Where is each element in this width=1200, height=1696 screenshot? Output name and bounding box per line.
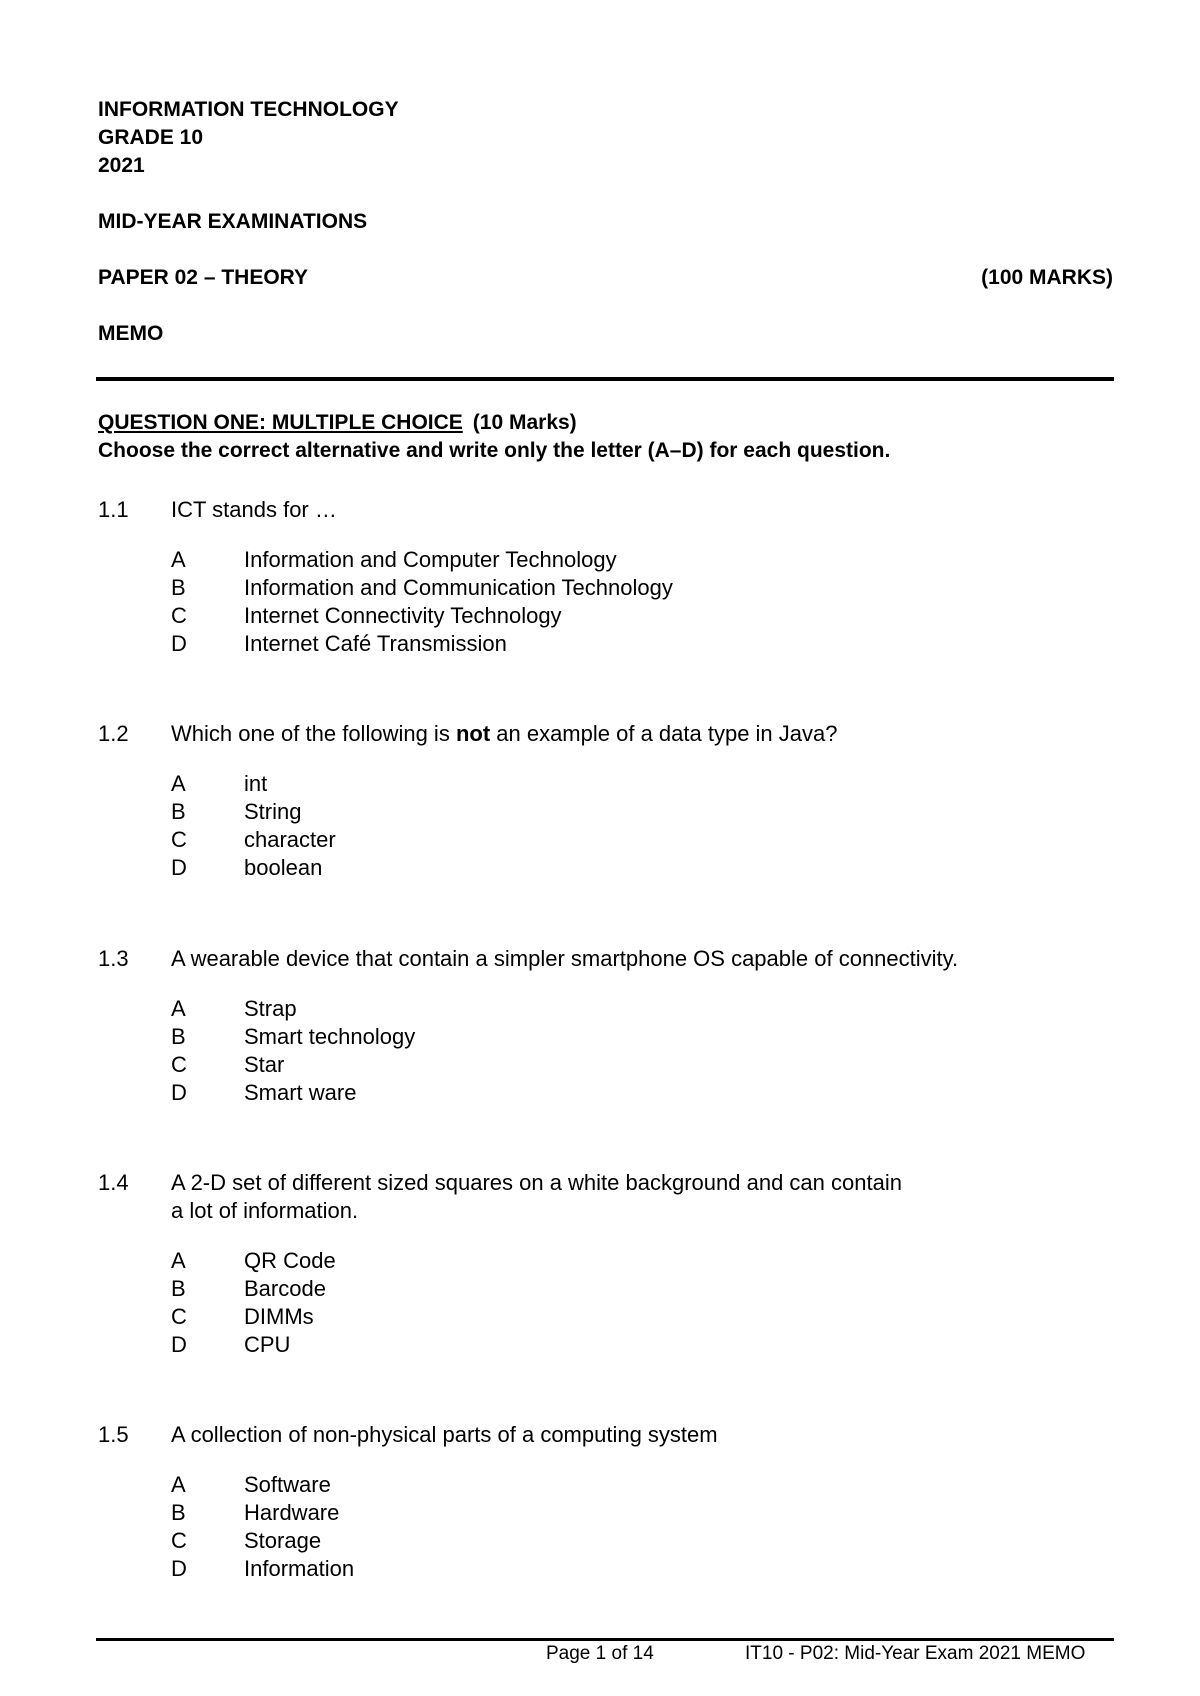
option-a: A Information and Computer Technology [171, 547, 617, 572]
option-b: B String [171, 799, 302, 824]
option-a: A Strap [171, 996, 297, 1021]
option-list [171, 546, 1113, 658]
year-label: 2021 [98, 154, 145, 177]
section-instruction: Choose the correct alternative and write only the letter (A–D) for each question. [98, 439, 891, 462]
page-number: Page 1 of 14 [546, 1643, 654, 1664]
document-header [98, 96, 1113, 348]
total-marks: (100 MARKS) [981, 266, 1113, 289]
option-d: D boolean [171, 855, 323, 880]
question-number: 1.3 [98, 946, 129, 971]
question-text: A collection of non-physical parts of a computing system [171, 1422, 718, 1447]
section-title: QUESTION ONE: MULTIPLE CHOICE [98, 411, 463, 434]
question-number: 1.2 [98, 721, 129, 746]
option-d: D Information [171, 1556, 355, 1581]
paper-label: PAPER 02 – THEORY [98, 266, 309, 289]
question-text: A 2-D set of different sized squares on a white background and can contain a lot of information. [171, 1170, 902, 1223]
grade-label: GRADE 10 [98, 126, 204, 149]
option-b: B Information and Communication Technology [171, 575, 673, 600]
question-1-5 [98, 1421, 1113, 1583]
exam-title: MID-YEAR EXAMINATIONS [98, 210, 368, 233]
section-marks: (10 Marks) [472, 411, 577, 434]
option-c: C character [171, 827, 336, 852]
option-a: A int [171, 771, 268, 796]
question-number: 1.1 [98, 497, 129, 522]
question-section-header [98, 409, 1113, 465]
option-d: D CPU [171, 1332, 291, 1357]
option-list [171, 1471, 1113, 1583]
question-number: 1.5 [98, 1422, 129, 1447]
emphasis-not: not [455, 721, 491, 746]
option-b: B Barcode [171, 1276, 326, 1301]
option-c: C Star [171, 1052, 285, 1077]
paper-row [98, 264, 1113, 292]
question-text: Which one of the following is not an example of a data type in Java? [171, 721, 838, 746]
option-c: C Storage [171, 1528, 322, 1553]
question-1-1 [98, 496, 1113, 658]
option-c: C Internet Connectivity Technology [171, 603, 562, 628]
document-code: IT10 - P02: Mid-Year Exam 2021 MEMO [745, 1643, 1086, 1664]
question-text: ICT stands for … [171, 497, 337, 522]
option-c: C DIMMs [171, 1304, 314, 1329]
memo-label: MEMO [98, 322, 164, 345]
question-number: 1.4 [98, 1170, 129, 1195]
subject-title: INFORMATION TECHNOLOGY [98, 98, 399, 121]
option-list [171, 1247, 1113, 1359]
option-list [171, 770, 1113, 882]
question-1-3 [98, 945, 1113, 1107]
option-b: B Hardware [171, 1500, 340, 1525]
question-1-2 [98, 720, 1113, 882]
header-divider [96, 377, 1114, 381]
question-1-4 [98, 1169, 1113, 1359]
option-d: D Internet Café Transmission [171, 631, 507, 656]
option-a: A QR Code [171, 1248, 336, 1273]
question-text: A wearable device that contain a simpler smartphone OS capable of connectivity. [171, 946, 959, 971]
option-a: A Software [171, 1472, 331, 1497]
option-list [171, 995, 1113, 1107]
option-b: B Smart technology [171, 1024, 416, 1049]
option-d: D Smart ware [171, 1080, 357, 1105]
